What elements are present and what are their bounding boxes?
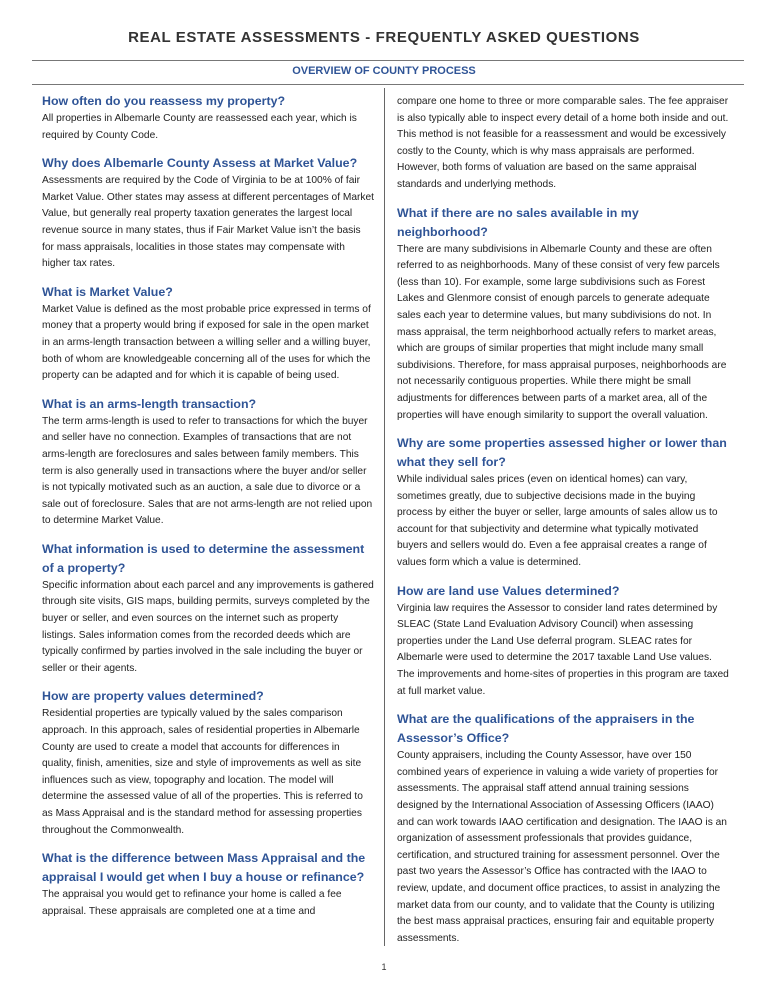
right-column	[397, 94, 729, 957]
page-number: 1	[381, 962, 387, 972]
faq-question: What is an arms-length transaction?	[42, 396, 257, 411]
faq-item	[42, 92, 374, 144]
faq-answer: Virginia law requires the Assessor to consider land rates determined by SLEAC (State Land Evaluation Advisory Council) when assessing properties under the Land Use deferral program. SLEAC rates for Albemarle were used to determine the 2017 taxable Land Use values. The improvements and home-sites of properties in this program are taxed at full market value.	[397, 602, 729, 697]
faq-item	[42, 687, 374, 839]
faq-question: Why does Albemarle County Assess at Market Value?	[42, 156, 358, 171]
faq-question: How often do you reassess my property?	[42, 94, 286, 108]
faq-answer: County appraisers, including the County Assessor, have over 150 combined years of experience in valuing a wide variety of properties for assessments. The appraisal staff attend annual training sessions designed by the International Association of Assessing Officers (IAAO) and can work towards IAAO certification and designation. The IAAO is an organization of assessment professionals that provides guidance, certification, and structured training for assessment personnel. Over the past two years the Assessor’s Office has contracted with the IAAO to review, update, and document office practices, to assist in analyzing the market data from our county, and to validate that the County is utilizing the best mass appraisal practices, ensuring fair and equitable property assessments.	[397, 750, 727, 944]
faq-item	[42, 395, 374, 530]
faq-item	[397, 434, 729, 572]
faq-question: What is the difference between Mass Appraisal and the appraisal I would get when I buy a house or refinance?	[42, 851, 366, 885]
faq-item	[397, 204, 729, 425]
faq-answer: Assessments are required by the Code of Virginia to be at 100% of fair Market Value. Other states may assess at different percentages of Market Value, but generally real property taxation generates the largest local revenue source in many states, thus if Fair Market Value isn’t the basis for mass appraisals, localities in those states may compensate with higher tax rates.	[42, 175, 375, 270]
faq-answer: Residential properties are typically valued by the sales comparison approach. In this approach, sales of residential properties in Albemarle County are used to create a model that accounts for differences in quality, finish, amenities, size and style of improvements as well as site influences such as view, topography and location. The model will determine the assessed value of all of the properties. This is referred to as Mass Appraisal and is the standard method for assessing properties throughout the Commonwealth.	[42, 708, 363, 836]
faq-question: Why are some properties assessed higher or lower than what they sell for?	[397, 436, 727, 470]
faq-question: What are the qualifications of the appraisers in the Assessor’s Office?	[397, 712, 695, 746]
faq-answer-continuation: compare one home to three or more comparable sales. The fee appraiser is also typically able to inspect every detail of a home both inside and out. This method is not feasible for a reassessment and would be excessively costly to the County, which is why mass appraisals are performed. However, both forms of valuation are based on the same appraisal standards and underlying methods.	[397, 96, 729, 190]
faq-question: How are property values determined?	[42, 689, 264, 704]
subtitle-rule	[32, 84, 744, 85]
faq-question: What is Market Value?	[42, 284, 173, 299]
faq-item	[42, 154, 374, 273]
faq-item	[42, 540, 374, 678]
column-divider	[384, 88, 385, 946]
faq-answer: The appraisal you would get to refinance your home is called a fee appraisal. These appraisals are completed one at a time and	[42, 889, 342, 917]
faq-answer: Specific information about each parcel and any improvements is gathered through site visits, GIS maps, building permits, surveys completed by the buyer or seller, and even sources on the internet such as property listings. Sales information comes from the recorded deeds which are typically confirmed by parties involved in the sale including the buyer or seller or their agents.	[42, 579, 374, 674]
faq-question: How are land use Values determined?	[397, 583, 620, 598]
header-rule	[32, 60, 744, 61]
section-subtitle: OVERVIEW OF COUNTY PROCESS	[292, 65, 476, 77]
faq-answer: The term arms-length is used to refer to transactions for which the buyer and seller have no connection. Examples of transactions that are not arms-length are foreclosures and sales between family members. This term is also generally used in transactions where the buyer and/or seller is not typically motivated such as an auction, a sale due to divorce or a sale out of foreclosure. Sales that are not arms-length are not relied upon to determine Market Value.	[42, 415, 373, 527]
faq-item	[42, 849, 374, 920]
faq-question: What information is used to determine the assessment of a property?	[42, 541, 365, 575]
faq-answer: Market Value is defined as the most probable price expressed in terms of money that a property would bring if exposed for sale in the open market in an arms-length transaction between a willing seller and a willing buyer, both of whom are knowledgeable concerning all of the uses for which the property can be adapted and for which it is capable of being used.	[42, 303, 371, 382]
page-title: REAL ESTATE ASSESSMENTS - FREQUENTLY ASKED QUESTIONS	[128, 29, 640, 46]
faq-question: What if there are no sales available in my neighborhood?	[397, 205, 639, 239]
left-column	[42, 92, 374, 930]
faq-item	[42, 283, 374, 385]
faq-item	[397, 582, 729, 701]
faq-answer: While individual sales prices (even on identical homes) can vary, sometimes greatly, due to subjective decisions made in the buying process by either the buyer or seller, large amounts of sales allow us to account for that subjectivity and determine what typically motivated buyers and sellers would do. Even a fee appraisal creates a range of values form which a value is determined.	[397, 474, 718, 569]
faq-answer: There are many subdivisions in Albemarle County and these are often referred to as neighborhoods. Many of these consist of very few parcels (less than 10). For example, some large subdivisions such as Forest Lakes and Glenmore consist of enough parcels to generate adequate sales each year to determine values, but many subdivisions do not. In mass appraisal, the term neighborhood actually refers to market areas, which are groups of similar properties that might include many small subdivisions. Therefore, for mass appraisal purposes, neighborhoods are not necessarily contiguous properties. While there might be small adjustments for differences between parts of a market area, all of the properties will have enough similarity to support the overall valuation.	[397, 243, 727, 421]
faq-answer: All properties in Albemarle County are reassessed each year, which is required by County Code.	[42, 113, 357, 141]
faq-item	[397, 710, 729, 947]
